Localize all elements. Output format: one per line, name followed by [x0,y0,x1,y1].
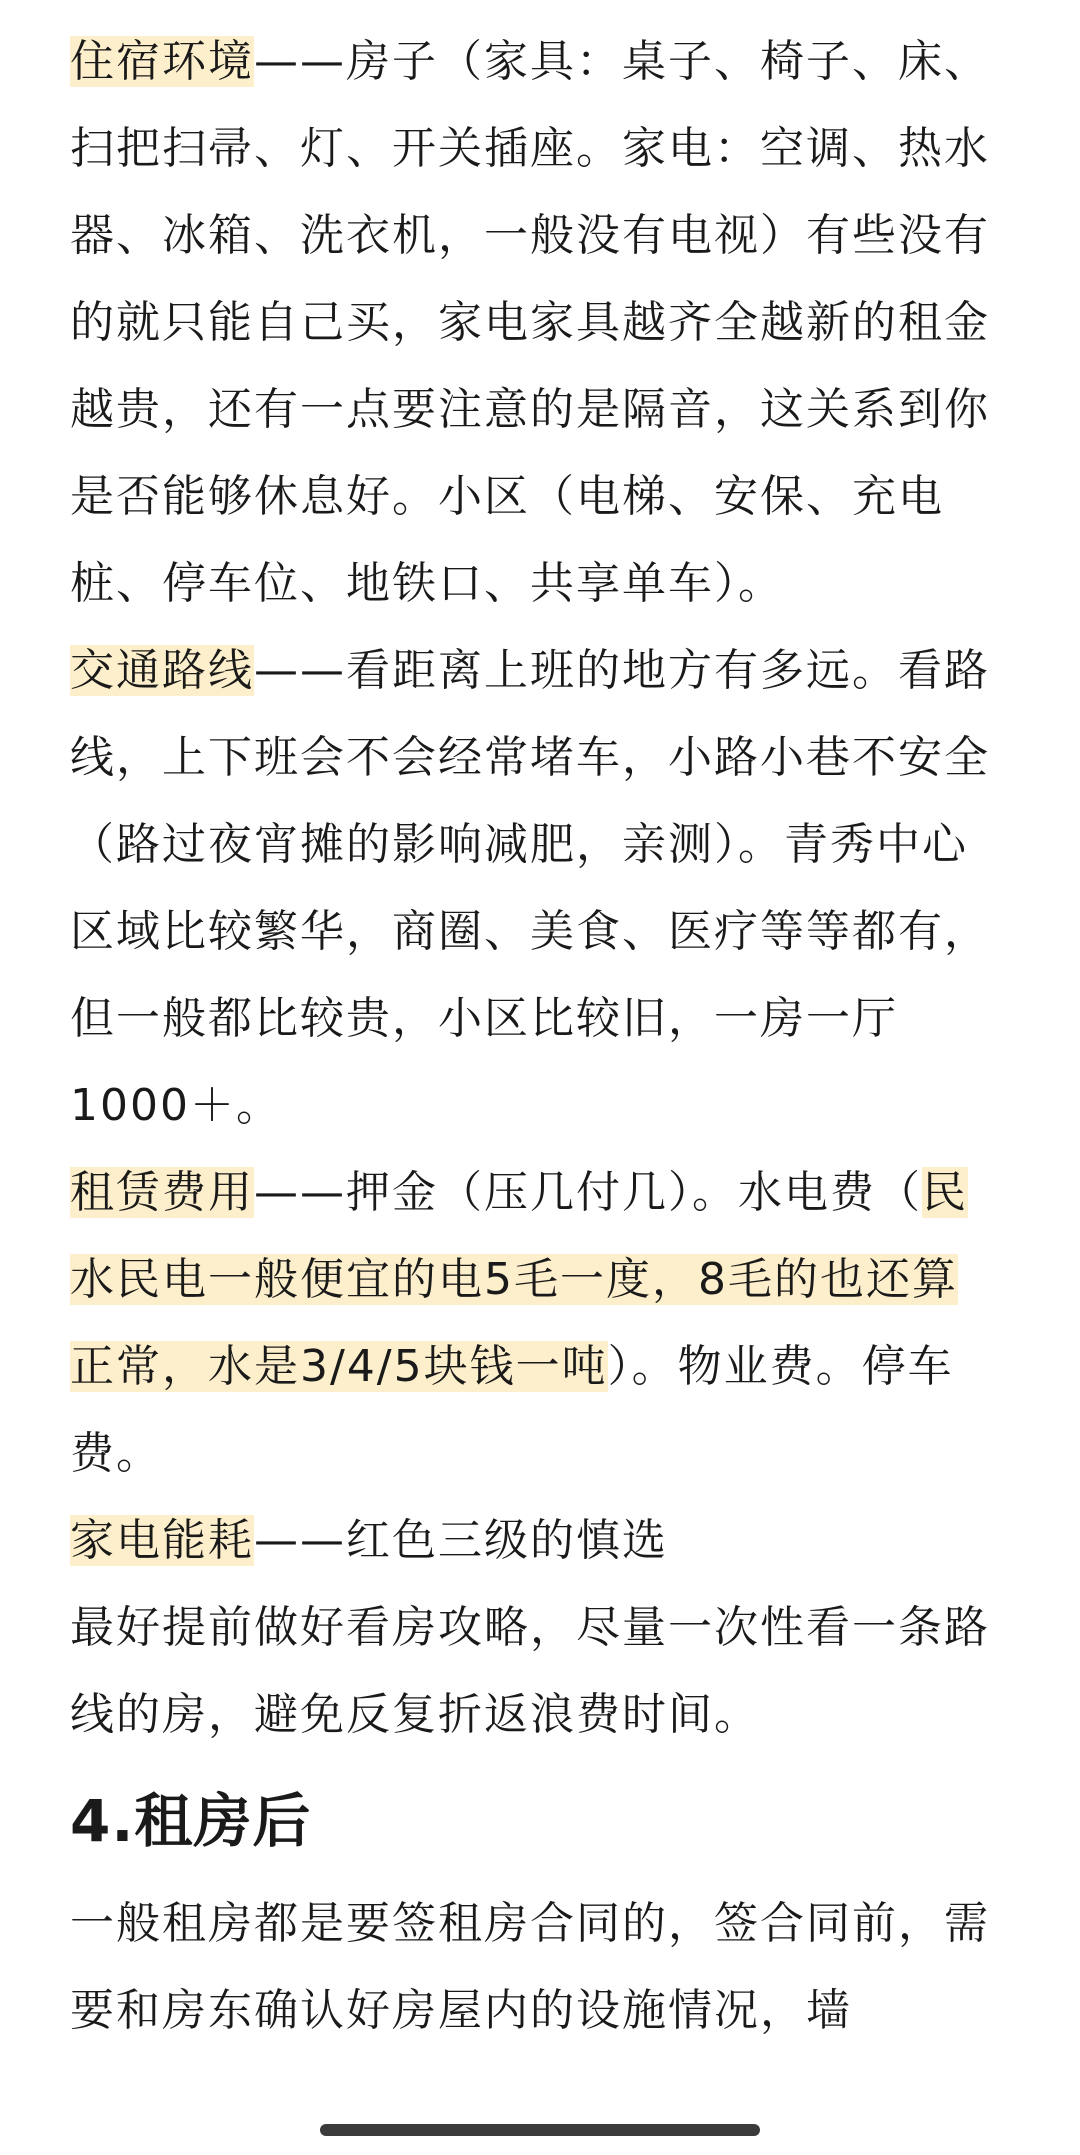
section-body-energy: ——红色三级的慎选 [254,1515,668,1566]
tip-paragraph: 最好提前做好看房攻略，尽量一次性看一条路线的房，避免反复折返浪费时间。 [70,1602,990,1740]
section-heading: 4.租房后 [70,1787,312,1855]
section-title-accommodation: 住宿环境 [70,36,254,87]
section-accommodation [70,18,990,627]
home-indicator-bar[interactable] [320,2124,760,2136]
section-title-transport: 交通路线 [70,645,254,696]
section-transport [70,627,990,1149]
section-energy [70,1497,990,1584]
section-body-rent-cost-before: ——押金（压几付几）。水电费（ [254,1167,922,1218]
section-body-accommodation: ——房子（家具：桌子、椅子、床、扫把扫帚、灯、开关插座。家电：空调、热水器、冰箱、洗衣机，一般没有电视）有些没有的就只能自己买，家电家具越齐全越新的租金越贵，还有一点要注意的是隔音，这关系到你是否能够休息好。小区（电梯、安保、充电桩、停车位、地铁口、共享单车）。 [70,36,990,609]
section-title-rent-cost: 租赁费用 [70,1167,254,1218]
section-body-rent-cost-highlight: 民水民电一般便宜的电5毛一度，8毛的也还算正常，水是3/4/5块钱一吨 [70,1167,968,1392]
section-title-energy: 家电能耗 [70,1515,254,1566]
closing-paragraph: 一般租房都是要签租房合同的，签合同前，需要和房东确认好房屋内的设施情况，墙 [70,1898,990,2036]
article-content [70,18,990,2054]
section-body-transport: ——看距离上班的地方有多远。看路线，上下班会不会经常堵车，小路小巷不安全（路过夜宵摊的影响减肥，亲测）。青秀中心区域比较繁华，商圈、美食、医疗等等都有，但一般都比较贵，小区比较旧，一房一厅1000＋。 [70,645,990,1131]
section-rent-cost [70,1149,990,1497]
section-body-rent-cost-after: ）。物业费。停车费。 [70,1341,954,1479]
